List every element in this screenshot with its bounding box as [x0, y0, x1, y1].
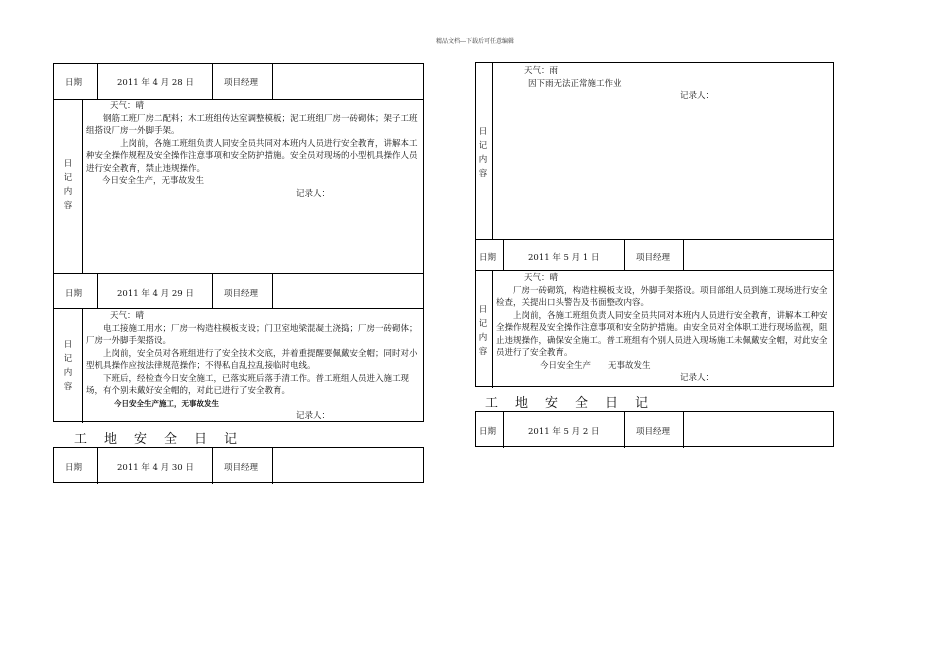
diary-table-left	[53, 63, 424, 422]
entry-date: 2011 年 4 月 29 日	[117, 289, 194, 299]
entry-date: 2011 年 5 月 1 日	[528, 253, 600, 263]
manager-label: 项目经理	[224, 289, 259, 299]
date-label: 日期	[479, 253, 497, 263]
content-label: 日记内容	[63, 340, 73, 392]
diary-content: 天气：晴 电工接施工用水；厂房一构造柱模板支设；门卫室地梁混凝土浇捣；厂房一砖砌体；厂房一外脚手架搭设。 上岗前，安全员对各班组进行了安全技术交底，并着重提醒要佩戴安全帽；同时对小型机具操作应按法律规范操作；不得私自乱拉乱接临时电线。 下班后，经检查今日安全施工，已落实班后落手清工作。普工班组人员进入施工现场，有个别未戴好安全帽的，对此已进行了安全教育。 今日安全生产施工，无事故发生 记录人：	[86, 311, 418, 421]
diary-table-left-2	[53, 447, 424, 483]
entry-date: 2011 年 5 月 2 日	[528, 427, 600, 437]
diary-content: 天气：雨 因下雨无法正常施工作业 记录人：	[524, 66, 715, 101]
diary-content: 天气：晴 钢筋工班厂房二配料；木工班组传达室调整模板；泥工班组厂房一砖砌体；架子工班组搭设厂房一外脚手架。 上岗前，各施工班组负责人同安全员共同对本班内人员进行安全教育，讲解本工种安全操作规程及安全操作注意事项和安全防护措施。安全员对现场的小型机具操作人员进行安全教育，禁止违规操作。 今日安全生产，无事故发生 记录人：	[86, 101, 418, 199]
page-title: 工地安全日记	[74, 432, 255, 447]
entry-date: 2011 年 4 月 30 日	[117, 463, 194, 473]
entry-date: 2011 年 4 月 28 日	[117, 78, 194, 88]
date-label: 日期	[65, 78, 83, 88]
content-label: 日记内容	[478, 127, 488, 179]
diary-table-right	[475, 62, 834, 387]
page-header: 精品文档---下载后可任意编辑	[435, 38, 515, 45]
manager-label: 项目经理	[636, 253, 671, 263]
manager-label: 项目经理	[636, 427, 671, 437]
manager-label: 项目经理	[224, 78, 259, 88]
date-label: 日期	[65, 463, 83, 473]
date-label: 日期	[479, 427, 497, 437]
diary-content: 天气：晴 厂房一砖砌筑，构造柱模板支设，外脚手架搭设。项目部组人员到施工现场进行安全检查，关提出口头警告及书面整改内容。 上岗前，各施工班组负责人同安全员共同对本班内人员进行安全教育，讲解本工种安全操作规程及安全操作注意事项和安全防护措施。由安全员对全体职工进行现场监视，阻止违规操作，确保安全施工。普工班组有个别人员进入现场施工未佩戴安全帽，对此安全员进行了安全教育。 今日安全生产 无事故发生 记录人：	[496, 273, 828, 383]
content-label: 日记内容	[478, 305, 488, 357]
page-title: 工地安全日记	[485, 396, 666, 411]
manager-label: 项目经理	[224, 463, 259, 473]
diary-table-right-2	[475, 411, 834, 447]
date-label: 日期	[65, 289, 83, 299]
content-label: 日记内容	[63, 159, 73, 211]
